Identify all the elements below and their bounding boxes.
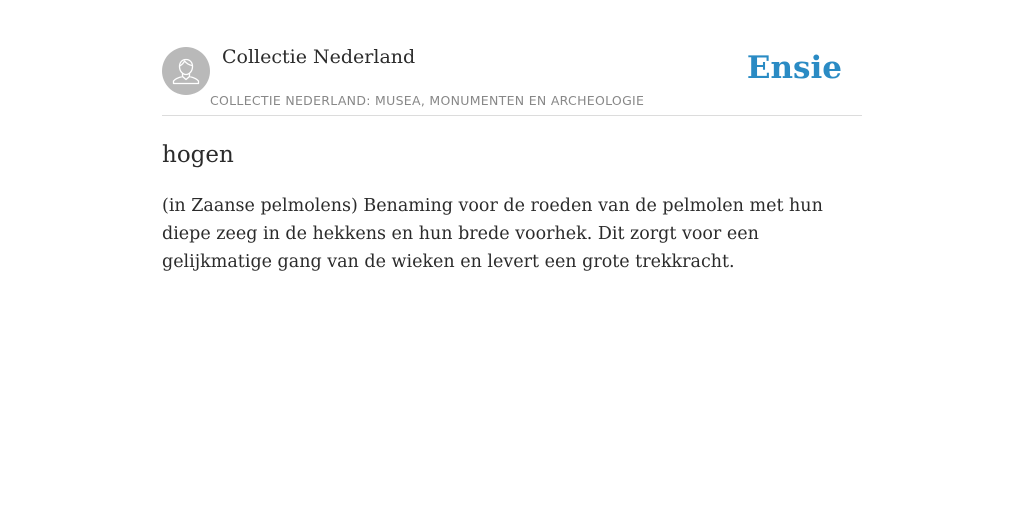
author-subtitle: COLLECTIE NEDERLAND: MUSEA, MONUMENTEN EN ARCHEOLOGIE (210, 93, 645, 108)
brand-logo[interactable]: Ensie (746, 50, 842, 86)
entry-term: hogen (162, 142, 234, 168)
entry-card (162, 40, 862, 276)
entry-definition: (in Zaanse pelmolens) Benaming voor de roeden van de pelmolen met hun diepe zeeg in de hekkens en hun brede voorhek. Dit zorgt voor een gelijkmatige gang van de wieken en levert een grote trekkracht. (162, 196, 823, 272)
entry-header (162, 40, 862, 116)
user-avatar-icon[interactable] (162, 47, 210, 95)
author-name[interactable]: Collectie Nederland (222, 46, 416, 68)
